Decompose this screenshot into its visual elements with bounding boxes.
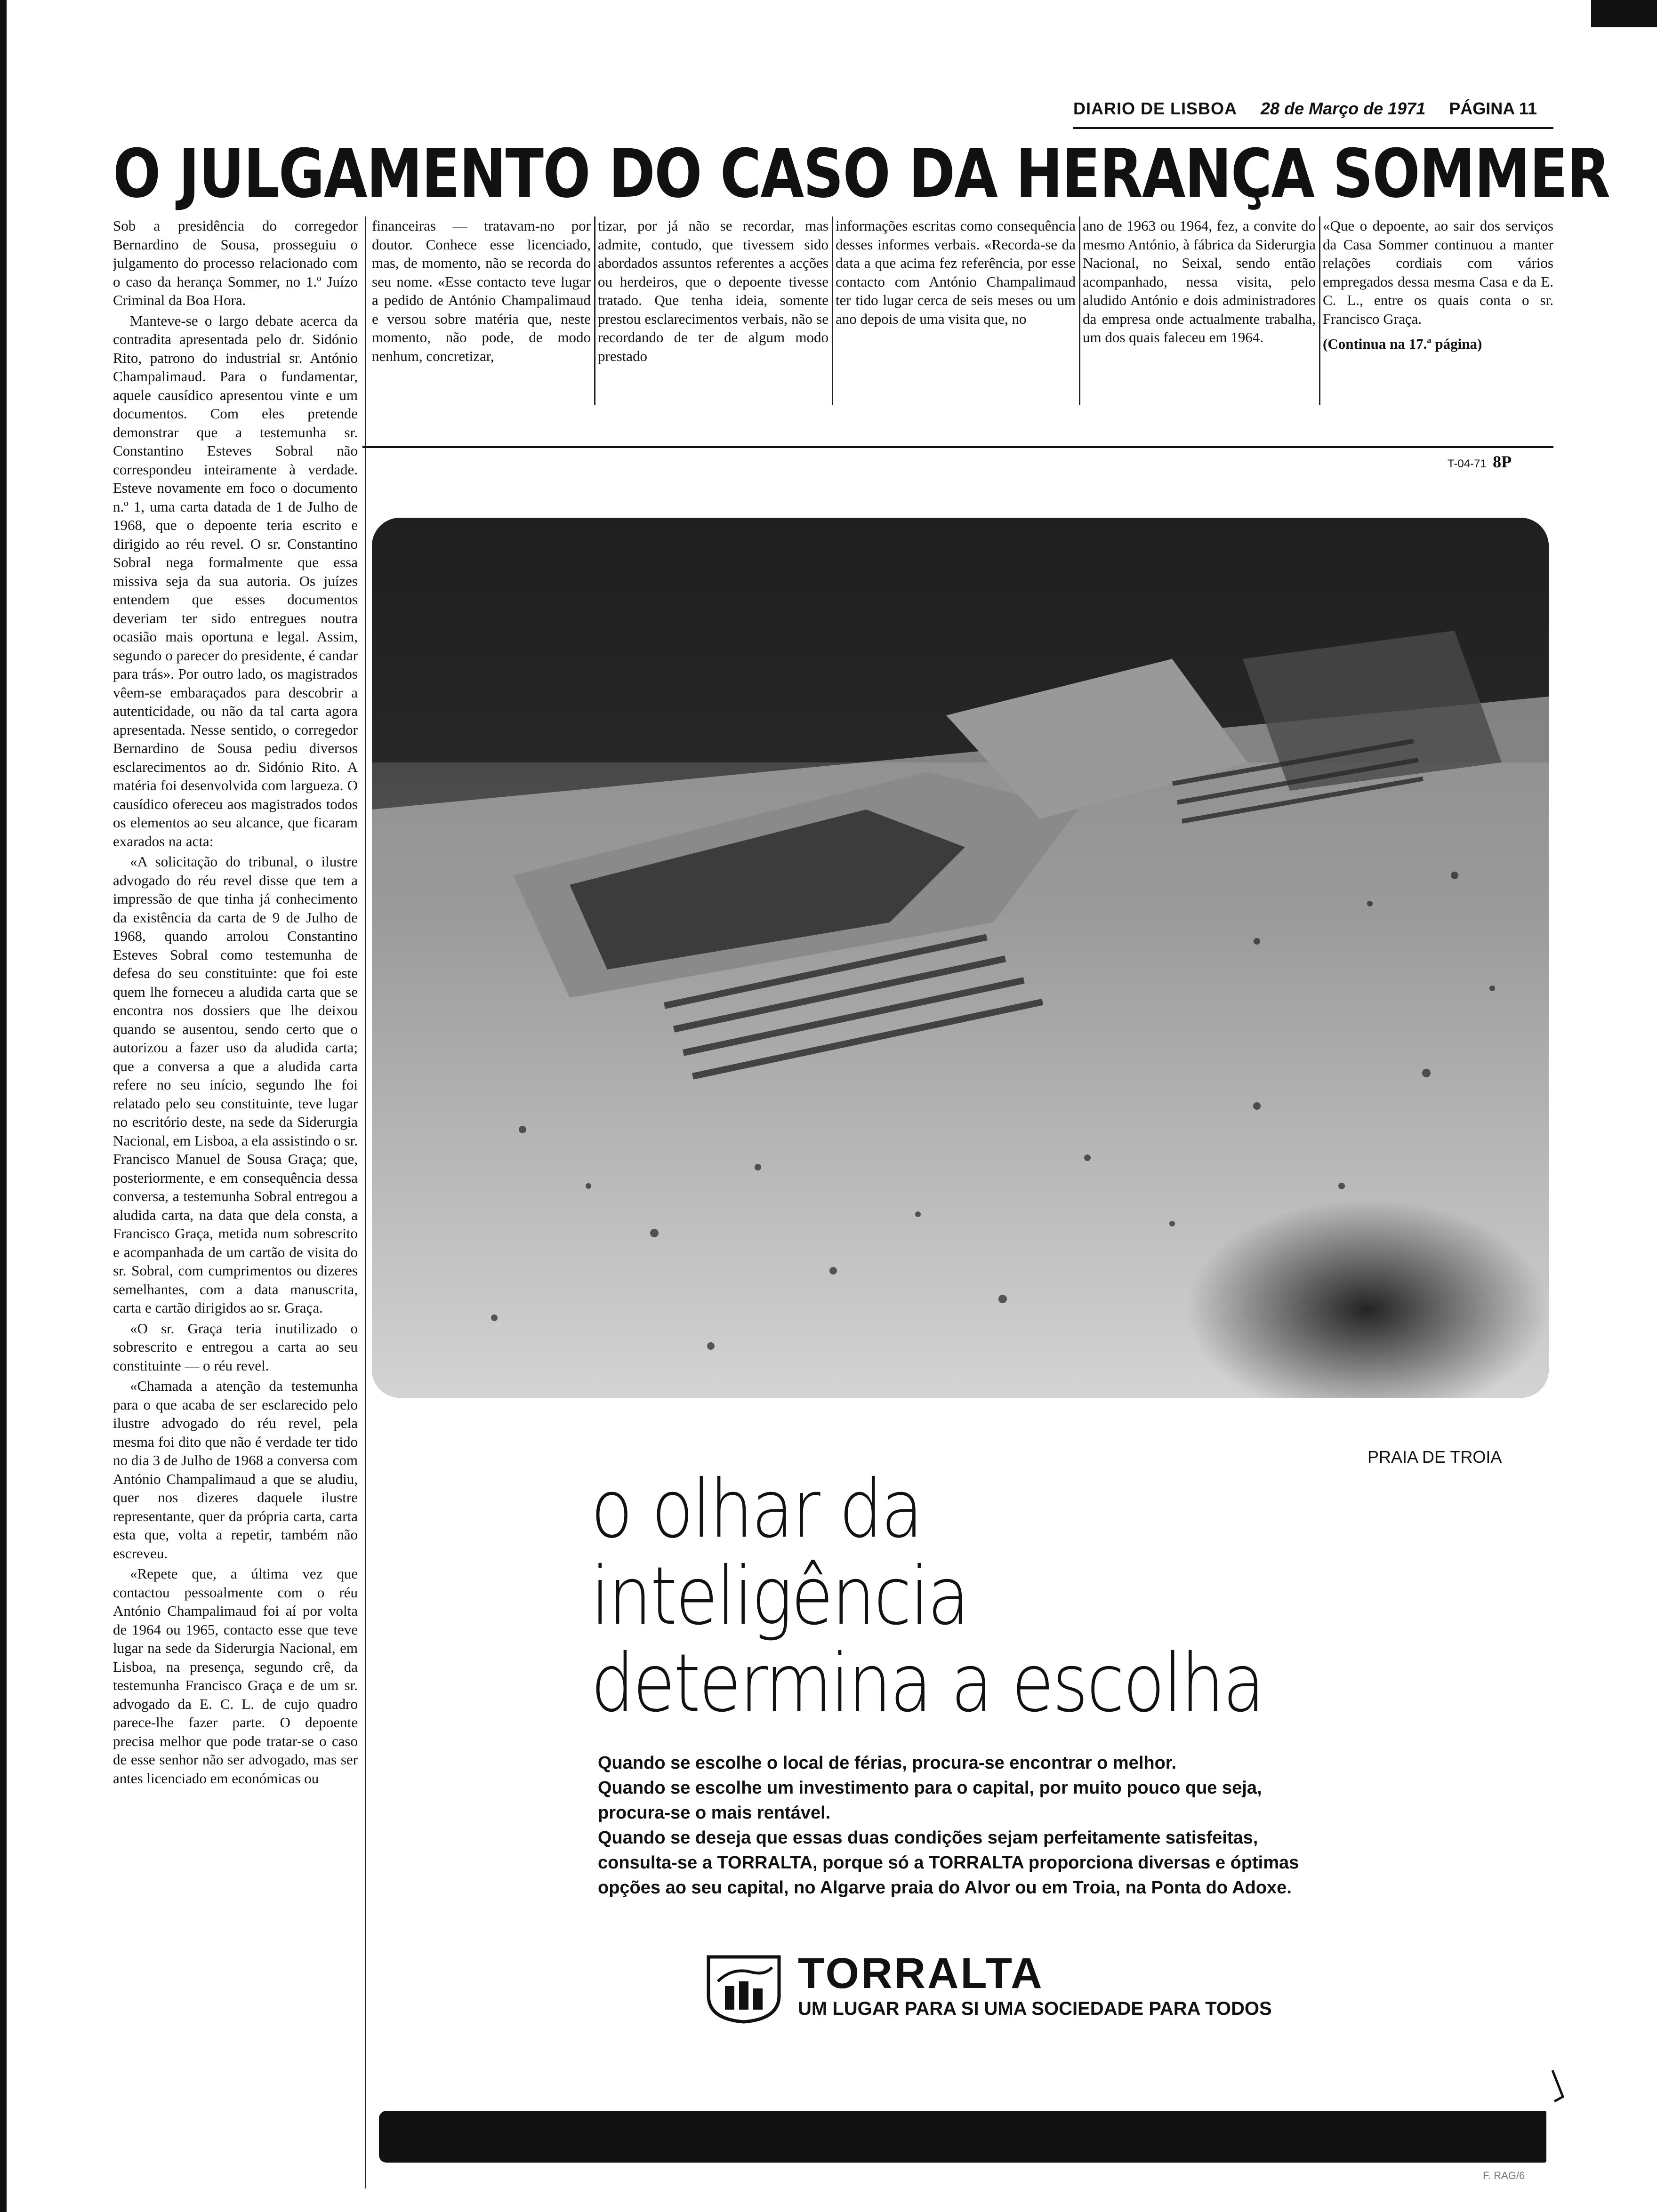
brand-logo-block — [704, 1949, 1363, 2028]
advert-slogan — [591, 1463, 1391, 1730]
article-paragraph: «A solicitação do tribunal, o ilustre advogado do réu revel disse que tem a impressão de que tinha já conhecimento da existência da carta de 9 de Julho de 1968, quando arrolou Constantino Esteves Sobral como testemunha de defesa do seu constituinte: que foi este quem lhe forneceu a aludida carta que se encontra nos dossiers que lhe deixou quando se ausentou, sendo certo que o autorizou a fazer uso da aludida carta; que a conversa a que a aludida carta refere no seu início, segundo lhe foi relatado pelo seu constituinte, teve lugar no escritório deste, na sede da Siderurgia Nacional, em Lisboa, a ela assistindo o sr. Francisco Manuel de Sousa Graça; que, posteriormente, e em consequência dessa conversa, a testemunha Sobral entregou a aludida carta, na data que dela consta, a Francisco Graça, metida num sobrescrito e acompanhada de um cartão de visita do sr. Sobral, com cumprimentos ou dizeres semelhantes, com a data manuscrita, carta e cartão dirigidos ao sr. Graça. — [113, 853, 358, 1316]
advert-top-rule — [362, 446, 1553, 448]
article-paragraph: «Chamada a atenção da testemunha para o que acaba de ser esclarecido pelo ilustre advogado do réu revel, pela mesma foi dito que não é verdade ter tido no dia 3 de Julho de 1968 a conversa com António Champalimaud a que se aludiu, quer nos dizeres daquele ilustre representante, quer da própria carta, carta esta que, volta a repetir, também não escreveu. — [113, 1378, 358, 1562]
slogan-line: inteligência — [591, 1550, 968, 1643]
article-paragraph: informações escritas como consequência desses informes verbais. «Recorda-se da data a que acima fez referência, por esse contacto com António Champalimaud ter tido lugar cerca de seis meses ou um ano depois de uma visita que, no — [836, 217, 1076, 327]
advert-copy-line: Quando se escolhe o local de férias, procura-se encontrar o melhor. — [598, 1753, 1177, 1773]
column-rule — [1319, 216, 1320, 405]
issue-date: 28 de Março de 1971 — [1261, 99, 1426, 118]
page-number: PÁGINA 11 — [1449, 99, 1537, 118]
article-headline: O JULGAMENTO DO CASO DA HERANÇA SOMMER — [113, 135, 1610, 213]
footer-reference: F. RAG/6 — [1483, 2170, 1525, 2181]
article-paragraph: ano de 1963 ou 1964, fez, a convite do mesmo António, à fábrica da Siderurgia Nacional, no Seixal, sendo então acompanhado, nessa visita, pelo aludido António e dois administradores da empresa onde actualmente trabalha, um dos quais faleceu em 1964. — [1083, 217, 1316, 345]
article-paragraph: «Que o depoente, ao sair dos serviços da Casa Sommer continuou a manter relações cordiais com vários empregados dessa mesma Casa e da E. C. L., entre os quais conta o sr. Francisco Graça. — [1323, 217, 1553, 327]
article-paragraph: «Repete que, a última vez que contactou pessoalmente com o réu António Champalimaud foi aí por volta de 1964 ou 1965, contacto esse que teve lugar na sede da Siderurgia Nacional, em Lisboa, na presença, segundo crê, da testemunha Francisco Graça e de um sr. advogado da E. C. L. de cujo quadro parece-lhe fazer parte. O depoente precisa melhor que pode tratar-se o caso de esse senhor não ser advogado, mas ser antes licenciado em económicas ou — [113, 1565, 358, 1787]
column-rule — [365, 216, 366, 2188]
article-paragraph: tizar, por já não se recordar, mas admite, contudo, que tivessem sido abordados assuntos referentes a acções ou herdeiros, que o depoente tivesse tratado. Que tenha ideia, somente prestou esclarecimentos verbais, não se recordando de ter de algum modo prestado — [598, 217, 828, 364]
article-paragraph: Manteve-se o largo debate acerca da contradita apresentada pelo dr. Sidónio Rito, patrono do industrial sr. António Champalimaud. Para o fundamentar, aquele causídico apresentou vinte e um documentos. Com eles pretende demonstrar que a testemunha sr. Constantino Esteves Sobral não correspondeu inteiramente à verdade. Esteve novamente em foco o documento n.º 1, uma carta datada de 1 de Julho de 1968, que o depoente teria escrito e dirigido ao réu revel. O sr. Constantino Sobral nega formalmente que essa missiva seja da sua autoria. Os juízes entendem que esses documentos deveriam ter sido entregues noutra ocasião mais oportuna e legal. Assim, segundo o parecer do presidente, é candar para trás». Por outro lado, os magistrados vêem-se embaraçados para descobrir a autenticidade, ou não da tal carta agora apresentada. Nesse sentido, o corregedor Bernardino de Sousa pediu diversos esclarecimentos ao dr. Sidónio Rito. A matéria foi desenvolvida com largueza. O causídico ofereceu aos magistrados todos os elementos ao seu alcance, que ficaram exarados na acta: — [113, 312, 358, 850]
agency-mark: 8P — [1493, 452, 1512, 471]
advert-reference — [1448, 452, 1556, 471]
publication-name: DIARIO DE LISBOA — [1073, 99, 1238, 118]
advert-ref-code: T-04-71 — [1448, 457, 1487, 470]
photo-caption: PRAIA DE TROIA — [1367, 1447, 1502, 1467]
torralta-badge-icon — [704, 1953, 784, 2024]
brand-name: TORRALTA — [798, 1949, 1044, 1997]
scan-corner-mark — [1591, 0, 1657, 27]
article-column-5 — [1323, 216, 1553, 414]
aerial-beach-photo — [372, 518, 1549, 1398]
brand-tagline: UM LUGAR PARA SI UMA SOCIEDADE PARA TODOS — [798, 1998, 1272, 2019]
article-column-2 — [598, 216, 828, 414]
photo-illustration — [372, 518, 1549, 1398]
page-mark-icon — [1549, 2068, 1568, 2106]
article-column-left — [113, 216, 358, 2188]
column-rule — [1079, 216, 1080, 405]
column-rule — [594, 216, 595, 405]
scan-edge-strip — [0, 0, 7, 2212]
article-paragraph: «O sr. Graça teria inutilizado o sobrescrito e entregou a carta ao seu constituinte — o réu revel. — [113, 1320, 358, 1374]
slogan-line: determina a escolha — [591, 1637, 1263, 1730]
advert-bottom-bar — [379, 2111, 1546, 2163]
column-rule — [832, 216, 833, 405]
article-column-3 — [836, 216, 1076, 414]
article-column-4 — [1083, 216, 1316, 414]
advert-copy-line: Quando se deseja que essas duas condições sejam perfeitamente satisfeitas, consulta-se a TORRALTA, porque só a TORRALTA proporciona diversas e óptimas opções ao seu capital, no Algarve praia do Alvor ou em Troia, na Ponta do Adoxe. — [598, 1828, 1299, 1898]
slogan-line: o olhar da — [591, 1463, 922, 1556]
article-paragraph: financeiras — tratavam-no por doutor. Conhece esse licenciado, mas, de momento, não se recorda do seu nome. «Esse contacto teve lugar a pedido de António Champalimaud e versou sobre matéria que, neste momento, não pode, de modo nenhum, concretizar, — [372, 217, 591, 364]
advert-copy — [598, 1751, 1318, 1930]
article-column-1 — [372, 216, 591, 414]
continued-note: (Continua na 17.ª página) — [1323, 336, 1482, 352]
article-paragraph: Sob a presidência do corregedor Bernardino de Sousa, prosseguiu o julgamento do processo relacionado com o caso da herança Sommer, no 1.º Juízo Criminal da Boa Hora. — [113, 217, 358, 308]
masthead — [1073, 99, 1553, 129]
advert-copy-line: Quando se escolhe um investimento para o capital, por muito pouco que seja, procura-se o mais rentável. — [598, 1778, 1262, 1823]
